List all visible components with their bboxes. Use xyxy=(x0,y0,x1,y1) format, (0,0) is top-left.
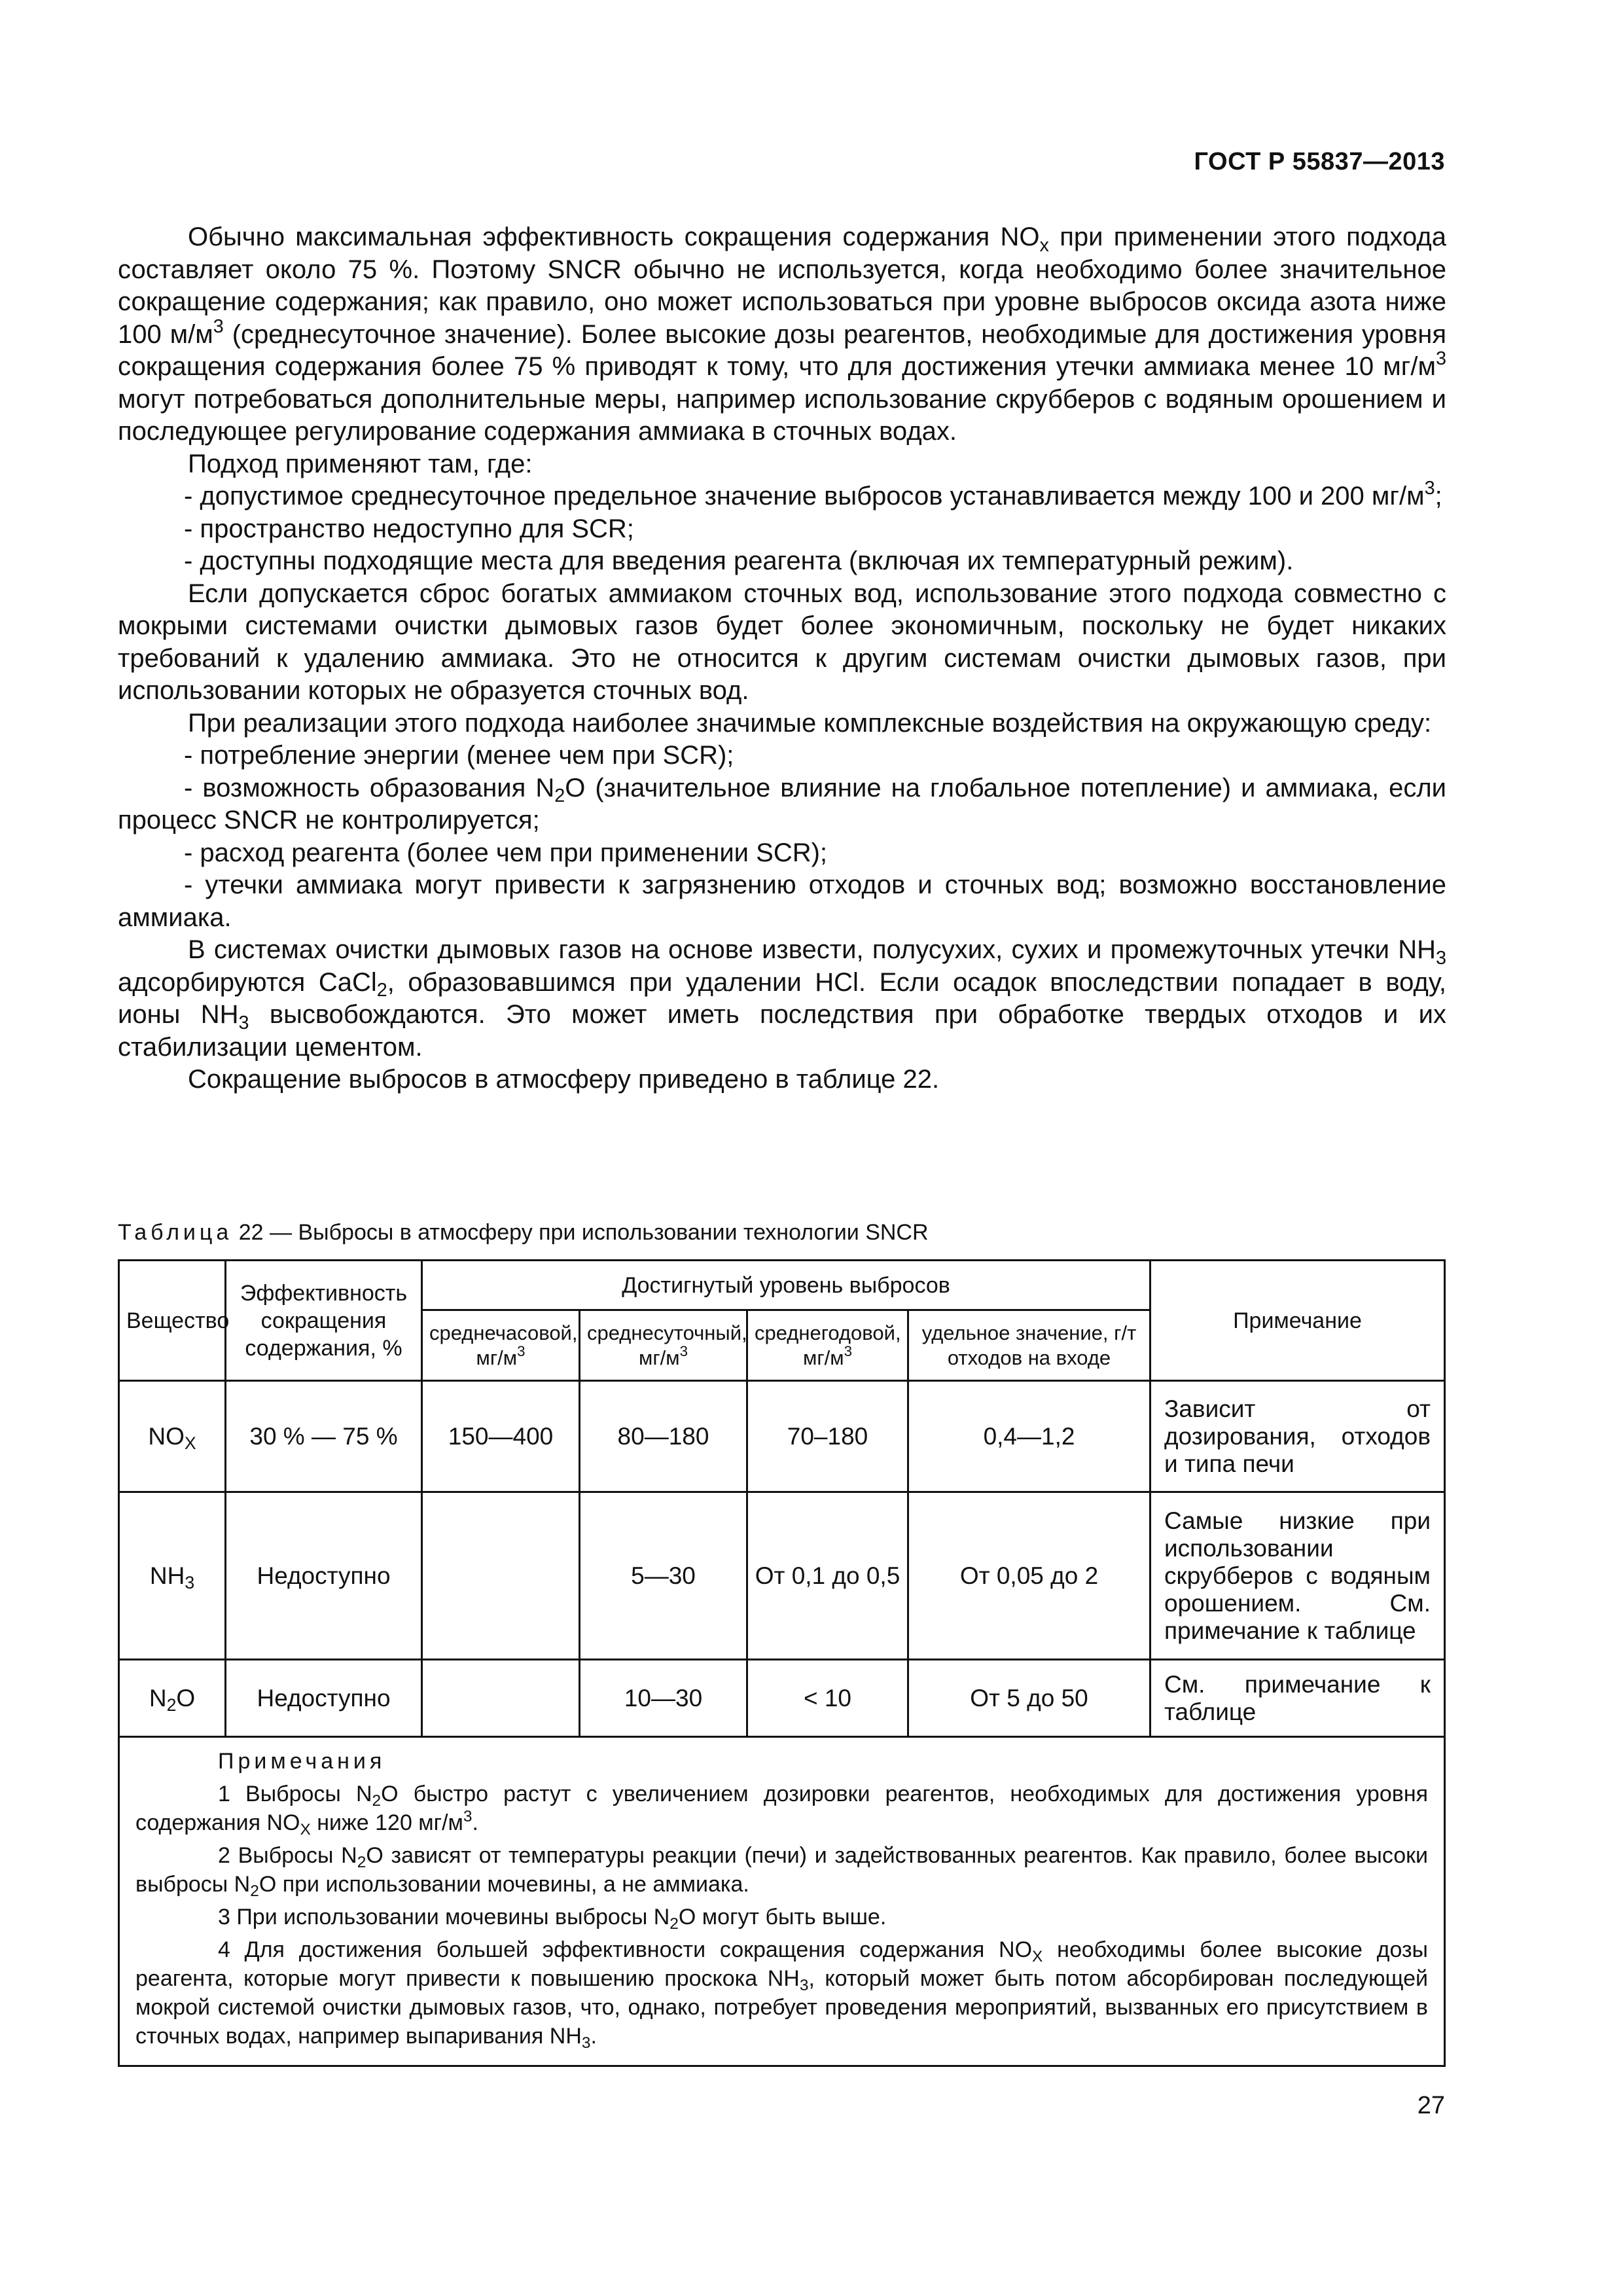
emissions-table xyxy=(118,1259,1446,2067)
note-2: 2 Выбросы $N_2O$ зависят от температуры реакции (печи) и задействованных реагентов. Как правило, более высоки выбросы $N_2O$ при использовании мочевины, а не аммиака. xyxy=(135,1843,1429,1901)
table-row xyxy=(119,1492,1445,1660)
cell-substance: $N_2O$ xyxy=(119,1660,226,1737)
cell-note: Самые низкие при использовании скрубберов с водяным орошением. См. примечание к таблице xyxy=(1150,1492,1445,1660)
header-hourly: среднечасовой, $мг/м^3$ xyxy=(422,1310,580,1381)
document-code: ГОСТ Р 55837—2013 xyxy=(1194,148,1445,175)
list-item: - возможность образования $N_2O$ (значительное влияние на глобальное потепление) и аммиака, если процесс SNCR не контролируется; xyxy=(118,773,1446,834)
note-3: 3 При использовании мочевины выбросы $N_2O$ могут быть выше. xyxy=(218,1905,887,1933)
cell-hourly xyxy=(422,1492,580,1660)
body-text xyxy=(118,221,1446,1096)
cell-daily: 80—180 xyxy=(580,1381,747,1492)
cell-yearly: 70–180 xyxy=(747,1381,908,1492)
list-item: - расход реагента (более чем при применении SCR); xyxy=(184,838,828,867)
cell-specific: От 0,05 до 2 xyxy=(908,1492,1150,1660)
header-level-group: Достигнутый уровень выбросов xyxy=(422,1261,1150,1310)
header-substance: Вещество xyxy=(119,1261,226,1381)
table-notes xyxy=(119,1737,1445,2066)
cell-efficiency: Недоступно xyxy=(226,1492,422,1660)
cell-specific: От 5 до 50 xyxy=(908,1660,1150,1737)
list-item: - потребление энергии (менее чем при SCR); xyxy=(184,741,734,770)
cell-substance: $NH_3$ xyxy=(119,1492,226,1660)
cell-efficiency: Недоступно xyxy=(226,1660,422,1737)
paragraph-6: Сокращение выбросов в атмосферу приведено в таблице 22. xyxy=(188,1065,940,1094)
paragraph-3: Если допускается сброс богатых аммиаком сточных вод, использование этого подхода совместно с мокрыми системами очистки дымовых газов будет более экономичным, поскольку не будет никаких требований к удалению аммиака. Это не относится к другим системам очистки дымовых газов, при использовании которых не образуется сточных вод. xyxy=(118,579,1446,705)
header-efficiency: Эффективность сокращения содержания, % xyxy=(226,1261,422,1381)
cell-hourly xyxy=(422,1660,580,1737)
cell-note: См. примечание к таблице xyxy=(1150,1660,1445,1737)
cell-specific: 0,4—1,2 xyxy=(908,1381,1150,1492)
cell-hourly: 150—400 xyxy=(422,1381,580,1492)
cell-daily: 5—30 xyxy=(580,1492,747,1660)
list-item: - утечки аммиака могут привести к загрязнению отходов и сточных вод; возможно восстановление аммиака. xyxy=(118,870,1446,932)
note-1: 1 Выбросы $N_2O$ быстро растут с увеличением дозировки реагентов, необходимых для достижения уровня содержания $NO_X$ ниже 120 $мг/м^3$. xyxy=(135,1782,1429,1839)
cell-daily: 10—30 xyxy=(580,1660,747,1737)
list-item: - допустимое среднесуточное предельное значение выбросов устанавливается между 100 и 200 $мг/м^3$; xyxy=(184,478,1442,511)
cell-efficiency: 30 % — 75 % xyxy=(226,1381,422,1492)
paragraph-5: В системах очистки дымовых газов на основе извести, полусухих, сухих и промежуточных утечки $NH_3$ адсорбируются CaCl$_2$, образовавшимся при удалении HCl. Если осадок впоследствии попадает в воду, ионы $NH_3$ высвобождаются. Это может иметь последствия при обработке твердых отходов и их стабилизации цементом. xyxy=(118,935,1446,1062)
paragraph-4: При реализации этого подхода наиболее значимые комплексные воздействия на окружающую среду: xyxy=(188,708,1432,738)
list-item: - доступны подходящие места для введения реагента (включая их температурный режим). xyxy=(184,547,1294,575)
cell-yearly: От 0,1 до 0,5 xyxy=(747,1492,908,1660)
list-item: - пространство недоступно для SCR; xyxy=(184,514,634,543)
header-daily: среднесуточный, $мг/м^3$ xyxy=(580,1310,747,1381)
cell-yearly: < 10 xyxy=(747,1660,908,1737)
header-specific: удельное значение, г/т отходов на входе xyxy=(908,1310,1150,1381)
paragraph-2: Подход применяют там, где: xyxy=(188,449,533,478)
note-4: 4 Для достижения большей эффективности сокращения содержания $NO_X$ необходимы более высокие дозы реагента, которые могут привести к повышению проскока $NH_3$, который может быть потом абсорбирован последующей мокрой системой очистки дымовых газов, что, однако, потребует проведения мероприятий, вызванных его присутствием в сточных водах, например выпаривания $NH_3$. xyxy=(135,1937,1429,2053)
table-caption: Таблица 22 — Выбросы в атмосферу при использовании технологии SNCR xyxy=(118,1220,929,1245)
cell-note: Зависит от дозирования, отходов и типа печи xyxy=(1150,1381,1445,1492)
cell-substance: $NO_X$ xyxy=(119,1381,226,1492)
table-row xyxy=(119,1381,1445,1492)
notes-title: Примечания xyxy=(218,1749,386,1774)
header-note: Примечание xyxy=(1150,1261,1445,1381)
paragraph-1: Обычно максимальная эффективность сокращения содержания $NO_x$ при применении этого подхода составляет около 75 %. Поэтому SNCR обычно не используется, когда необходимо более значительное сокращение содержания; как правило, оно может использоваться при уровне выбросов оксида азота ниже 100 $м/м^3$ (среднесуточное значение). Более высокие дозы реагентов, необходимые для достижения уровня сокращения содержания более 75 % приводят к тому, что для достижения утечки аммиака менее 10 $мг/м^3$ могут потребоваться дополнительные меры, например использование скрубберов с водяным орошением и последующее регулирование содержания аммиака в сточных водах. xyxy=(118,223,1447,446)
table-notes-row xyxy=(119,1737,1445,2066)
page-number: 27 xyxy=(1417,2092,1445,2119)
table-row xyxy=(119,1660,1445,1737)
header-yearly: среднегодовой, $мг/м^3$ xyxy=(747,1310,908,1381)
